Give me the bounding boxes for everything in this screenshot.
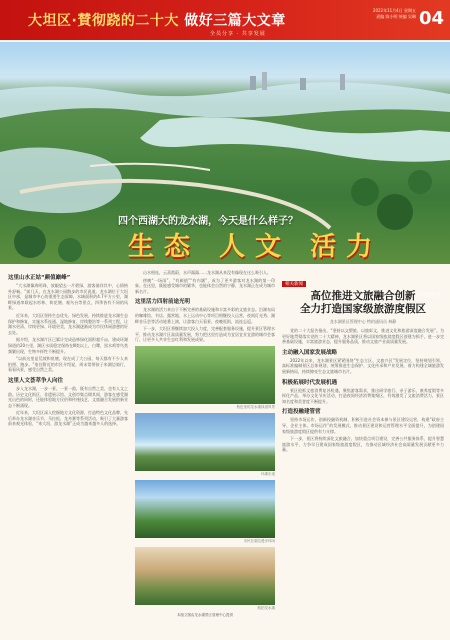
photo-source-note: 本版文图由龙水湖景区管理中心提供 <box>177 612 233 617</box>
paragraph: 傍晚“一场雨”，“有颜值”“有内涵”，成为了更多游客对龙水湖的第一印象。在这里，既能感受城市的繁华，也能体会自然的宁静，龙水湖正在成为城市新名片。 <box>135 277 275 294</box>
photo-autumn-greenway <box>135 346 275 404</box>
photo-caption: 环湖步道 <box>261 471 275 476</box>
related-news-tag: 相关新闻 <box>282 281 306 287</box>
paragraph: 党的二十大报告指出，“坚持以文塑旅、以旅彰文，推进文化和旅游深度融合发展”。为更好地贯彻落实党的二十大精神，龙水湖景区将以国家级旅游度假区创建为抓手，进一步完善基础设施，丰富旅游业态，提升服务品质，推动文旅产业高质量发展。 <box>282 328 444 345</box>
paragraph: 下一步，大坦区将继续加大投入力度，完善配套服务设施，提升景区管理水平，推动龙水湖片区高质量发展，努力把这里打造成为宜居宜业宜游的城市会客厅，让更多人共享生态红利和发展成果。 <box>135 326 275 343</box>
subheading-strategy: 主动融入国家发展战略 <box>282 349 338 356</box>
paragraph: “以前这里是荒坡和鱼塘，现在成了大公园，每天都有不少人来拍照、跑步。”家住附近的市民介绍说，周末常带孩子来湖边骑行，看看风景，感受自然之美。 <box>8 356 128 373</box>
subheading-opportunity: 积极拓展时代发展机遇 <box>282 379 338 386</box>
issue-meta <box>373 8 416 20</box>
photo-aerial-lake <box>135 547 275 605</box>
title-part-c: 做好三篇大文章 <box>184 13 286 29</box>
paragraph: 步入龙水湖，一步一景，一景一韵，既有自然之美，也有人文之韵。历史文化街区、非遗展示馆、文创市集点缀其间，游客在感受湖光山色的同时，还能体验地方民俗和传统技艺，文旅融合发展的新业态不断涌现。 <box>8 385 128 408</box>
paragraph: 下一步，景区将持续深化文旅融合，加快重点项目建设，完善公共服务体系，提升智慧旅游水平，力争早日建成国家级旅游度假区，为推动区域经济社会高质量发展贡献更多力量。 <box>282 436 444 453</box>
title-part-b: ·賛彻跷的二十大 <box>71 13 179 29</box>
subheading-investment: 打造投融建管营 <box>282 409 321 416</box>
subheading-vitality: 这里活力四射前途光明 <box>135 299 191 306</box>
banner-subtitle: 全员分享 · 共享发展 <box>210 31 266 37</box>
hero-caption: 四个西湖大的龙水湖，今天是什么样子？ <box>118 216 298 227</box>
title-part-a: 大坦区 <box>28 13 72 29</box>
photo-citizens-walking <box>135 480 275 538</box>
page-number: 04 <box>418 8 444 29</box>
paragraph: 坚持市场运作，创新投融资机制，积极引进社会资本参与景区建设运营，构建“政府主导、企业主体、市场运作”的发展模式，推动景区建设和运营管理水平全面提升，为创建国家级旅游度假区提供有力支撑。 <box>282 417 444 434</box>
photo-credit: 龙水湖供图 摄 <box>414 292 440 297</box>
paragraph: 龙水湖的活力来自于不断完善的基础设施和丰富多彩的文旅业态。沿湖布局的咖啡馆、书店、露营地、水上运动中心等项目相继投入运营，夜间灯光秀、湖畔音乐会等活动轮番上演，让游客白天看景、夜晚逛街，流连忘返。 <box>135 307 275 324</box>
subheading-ecology: 这里山水正姑“颜值巅峰” <box>8 275 71 281</box>
left-column <box>8 270 128 632</box>
section-title <box>28 10 286 30</box>
photo-lakeside-path <box>135 413 275 471</box>
photo-caption: 秋色里的龙水湖绿道风景 <box>236 404 275 409</box>
issue-date: 2022年11月4日 星期五 <box>372 8 416 13</box>
paragraph: 近年来，大坦区坚持生态优先、绿色发展，持续推进龙水湖生态保护和修复，实施水系连通、湿地修复、岸线整治等一系列工程，让湖水更清、岸线更绿、环境更美，龙水湖逐渐成为市民休闲游憩的好去处。 <box>8 312 128 335</box>
hero-slogan: 生态 人文 活力 <box>128 232 383 262</box>
right-column <box>282 270 444 632</box>
paragraph: 据介绍，龙水湖片区已累计完成造林绿化面积超千亩，建成环湖绿道约20公里，湖区水质稳定保持在Ⅲ类以上，白鹭、黑水鸡等鸟类频繁出现，生物多样性不断提升。 <box>8 337 128 354</box>
issue-editors: 责编 陈小明 统编 吴琳 <box>376 14 416 19</box>
paragraph: 山水相连，云蒸霞蔚，水声潺潺……龙水湖从来没有像现在这么吸引人。 <box>143 270 271 275</box>
paragraph: 景区抢抓文旅消费复苏机遇，聚焦游客需求，推出研学旅行、亲子游乐、康养度假等多样化产品，举办文化节庆活动，打造夜间经济消费集聚区，有效激发了文旅消费活力，景区知名度和美誉度不断提升。 <box>282 387 444 404</box>
paragraph: 近年来，大坦区深入挖掘地方文化资源，打造特色文化品牌，先后举办龙水湖音乐节、马拉松、龙舟赛等系列活动，吸引了大量游客前来观光体验，“来大坦、游龙水湖”正成为越来越多人的选择。 <box>8 410 128 427</box>
masthead-banner <box>0 0 450 40</box>
paragraph: 2022年以来，龙水湖景区紧紧围绕“生态立区、文旅兴区”发展定位，坚持规划引领，高标准编制景区总体规划，统筹推进生态保护、文化传承和产业发展，着力构建全域旅游发展新格局，持续擦亮生态文旅城市名片。 <box>282 357 444 374</box>
article-subtitle: 全力打造国家级旅游度假区 <box>300 303 426 315</box>
subheading-culture: 这里人文荟萃争人向往 <box>8 377 64 384</box>
article-byline: 龙水湖景区管理中心 特约通讯员 林静 <box>329 319 397 324</box>
paragraph: “大水湖像海明珠，放眼望去一片碧绿，游客徜徉其中，心情格外舒畅。”前几天，在龙水湖公园散步的市民说道。龙水湖位于大坦区中部，是城市中心的重要生态屏障，水域面积约4.7平方公里，湖畔绿道串联起水杉林、荷花塘、观鸟台等景点，四季皆有不同的风景。 <box>8 283 128 311</box>
middle-column <box>135 270 275 632</box>
article-title: 高位推进文旅融合创新 <box>310 290 416 302</box>
photo-caption: 航拍龙水湖 <box>257 605 275 610</box>
photo-caption: 市民在湖边漫步休闲 <box>243 538 275 543</box>
